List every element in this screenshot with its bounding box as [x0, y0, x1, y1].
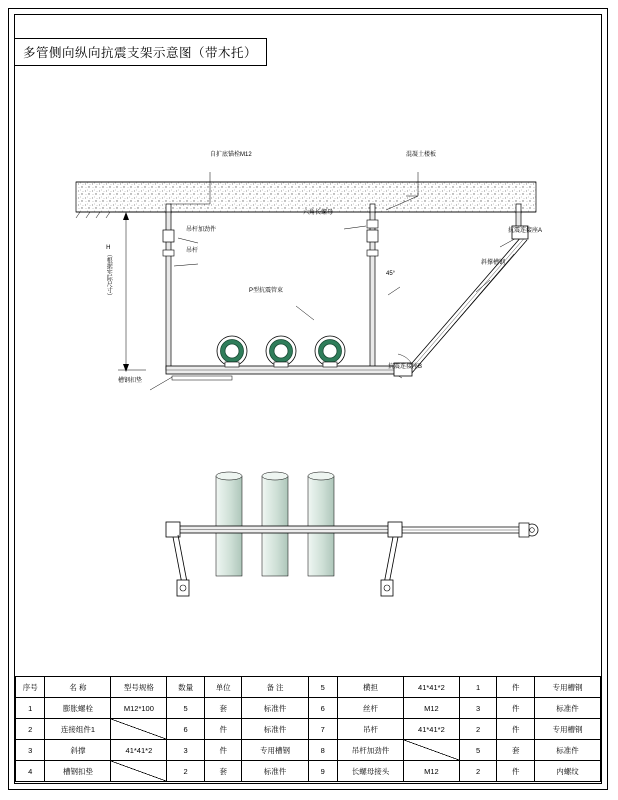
header-no-left: 序号 — [16, 677, 45, 698]
page-title: 多管侧向纵向抗震支架示意图（带木托） — [23, 46, 258, 60]
row-1-left-no: 1 — [16, 698, 45, 719]
label-dimension-h: H（根据实际尺寸） — [105, 245, 112, 299]
row-2-left-unit: 件 — [204, 719, 242, 740]
row-3-left-unit: 件 — [204, 740, 242, 761]
row-3-left-no: 3 — [16, 740, 45, 761]
elevation-view — [76, 172, 536, 390]
row-0-right-name: 横担 — [337, 677, 403, 698]
row-0-right-unit: 件 — [497, 677, 535, 698]
header-spec-left: 型号规格 — [111, 677, 167, 698]
plan-view — [166, 472, 538, 596]
label-seismic-connector-b: 抗震连接座B — [388, 364, 423, 370]
row-4-right-no: 9 — [308, 761, 337, 782]
row-2-right-no: 7 — [308, 719, 337, 740]
row-1-right-no: 6 — [308, 698, 337, 719]
row-4-right-remark: 内螺纹 — [534, 761, 600, 782]
row-0-right-remark: 专用槽钢 — [534, 677, 600, 698]
label-seismic-connector-a: 抗震连接座A — [508, 228, 543, 234]
row-2-left-no: 2 — [16, 719, 45, 740]
row-0-right-qty: 1 — [459, 677, 497, 698]
row-3-right-unit: 套 — [497, 740, 535, 761]
label-p-clamp: P型抗震管束 — [249, 288, 284, 294]
row-4-right-name: 长螺母接头 — [337, 761, 403, 782]
row-1-right-qty: 3 — [459, 698, 497, 719]
bill-of-materials — [15, 676, 601, 783]
row-3-right-name: 吊杆加劲件 — [337, 740, 403, 761]
row-4-left-name: 槽钢扣垫 — [45, 761, 111, 782]
row-2-left-qty: 6 — [167, 719, 205, 740]
row-2-right-qty: 2 — [459, 719, 497, 740]
row-3-right-no: 8 — [308, 740, 337, 761]
row-2-right-remark: 专用槽钢 — [534, 719, 600, 740]
row-4-left-unit: 套 — [204, 761, 242, 782]
header-remark-left: 备 注 — [242, 677, 308, 698]
row-4-right-unit: 件 — [497, 761, 535, 782]
row-3-left-remark: 专用槽钢 — [242, 740, 308, 761]
row-3-left-qty: 3 — [167, 740, 205, 761]
row-2-left-name: 连接组件1 — [45, 719, 111, 740]
row-1-right-name: 丝杆 — [337, 698, 403, 719]
row-1-left-spec: M12*100 — [111, 698, 167, 719]
row-3-right-remark: 标准件 — [534, 740, 600, 761]
row-2-right-name: 吊杆 — [337, 719, 403, 740]
table-row — [16, 761, 601, 782]
label-angle-mark: 45° — [386, 271, 396, 277]
row-4-left-no: 4 — [16, 761, 45, 782]
row-1-left-unit: 套 — [204, 698, 242, 719]
row-1-left-qty: 5 — [167, 698, 205, 719]
label-concrete-slab: 混凝土楼板 — [406, 152, 437, 158]
dimension-h — [118, 212, 146, 372]
row-4-left-remark: 标准件 — [242, 761, 308, 782]
diagonal-brace — [394, 226, 528, 376]
row-1-left-remark: 标准件 — [242, 698, 308, 719]
table-row — [16, 740, 601, 761]
table-header-row — [16, 677, 601, 698]
table-row — [16, 719, 601, 740]
pipe-group — [217, 336, 345, 367]
pipe-2 — [266, 336, 296, 367]
rear-brace — [418, 254, 514, 366]
header-unit-left: 单位 — [204, 677, 242, 698]
label-brace-channel: 斜撑槽钢 — [481, 260, 506, 266]
label-hanger-rod: 吊杆 — [186, 248, 199, 254]
row-1-right-remark: 标准件 — [534, 698, 600, 719]
row-2-right-unit: 件 — [497, 719, 535, 740]
row-1-right-spec: M12 — [403, 698, 459, 719]
row-2-left-spec — [111, 719, 167, 740]
table-row — [16, 698, 601, 719]
plan-cross-arm — [172, 526, 402, 533]
row-1-right-unit: 件 — [497, 698, 535, 719]
row-2-right-spec: 41*41*2 — [403, 719, 459, 740]
label-channel-wood-pad: 槽钢扣垫 — [118, 378, 143, 384]
label-hex-long-nut: 六角长螺母 — [303, 210, 334, 216]
row-3-left-spec: 41*41*2 — [111, 740, 167, 761]
row-4-right-spec: M12 — [403, 761, 459, 782]
header-name-left: 名 称 — [45, 677, 111, 698]
row-2-left-remark: 标准件 — [242, 719, 308, 740]
technical-drawing — [14, 14, 602, 784]
row-0-right-no: 5 — [308, 677, 337, 698]
row-0-right-spec: 41*41*2 — [403, 677, 459, 698]
row-4-right-qty: 2 — [459, 761, 497, 782]
pipe-3 — [315, 336, 345, 367]
plan-pipes — [216, 472, 334, 576]
label-hanger-stiffener: 吊杆加劲件 — [186, 227, 217, 233]
row-3-right-spec — [403, 740, 459, 761]
row-1-left-name: 膨胀螺栓 — [45, 698, 111, 719]
wood-pads — [172, 376, 232, 380]
header-qty-left: 数量 — [167, 677, 205, 698]
row-4-left-qty: 2 — [167, 761, 205, 782]
row-4-left-spec — [111, 761, 167, 782]
hex-long-nut-shape — [367, 220, 378, 228]
plan-longitudinal-brace — [402, 523, 538, 537]
label-anchor-bolt: 自扩底锚栓M12 — [210, 152, 252, 158]
row-3-left-name: 斜撑 — [45, 740, 111, 761]
pipe-1 — [217, 336, 247, 367]
row-3-right-qty: 5 — [459, 740, 497, 761]
